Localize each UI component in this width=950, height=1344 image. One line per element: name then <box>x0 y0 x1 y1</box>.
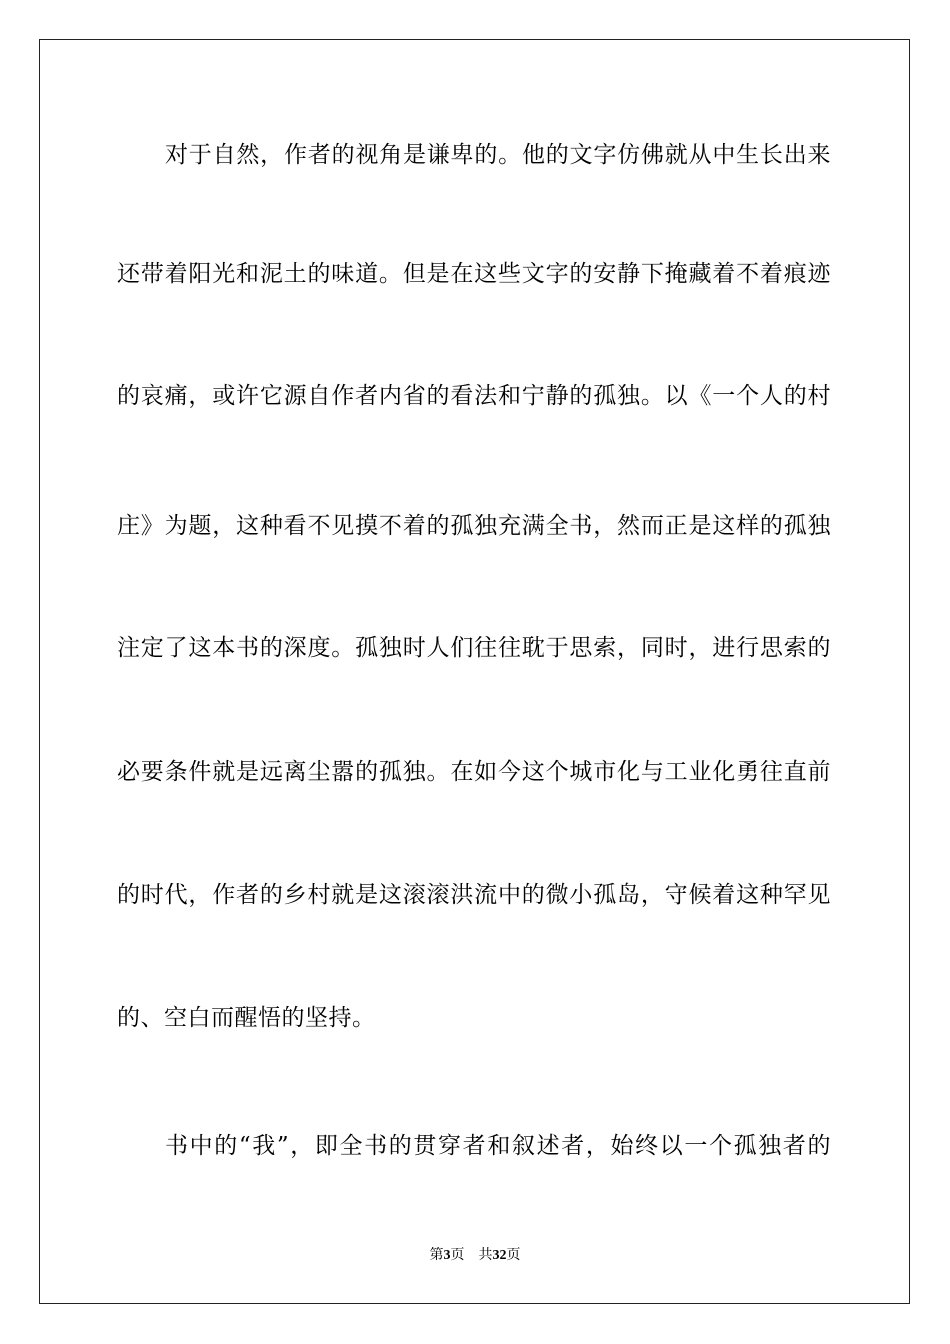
paragraph-1-line-2: 还带着阳光和泥土的味道。但是在这些文字的安静下掩藏着不着痕迹 <box>117 261 831 287</box>
paragraph-2-line-1: 书中的“我”，即全书的贯穿者和叙述者，始终以一个孤独者的 <box>165 1133 831 1159</box>
paragraph-1-line-4: 庄》为题，这种看不见摸不着的孤独充满全书，然而正是这样的孤独 <box>117 513 831 539</box>
page-border <box>39 39 910 1304</box>
footer-page-prefix: 第 <box>429 1248 444 1263</box>
paragraph-1-line-7: 的时代，作者的乡村就是这滚滚洪流中的微小孤岛，守候着这种罕见 <box>117 882 831 908</box>
paragraph-1-line-1: 对于自然，作者的视角是谦卑的。他的文字仿佛就从中生长出来 <box>165 142 831 168</box>
paragraph-1-line-8: 的、空白而醒悟的坚持。 <box>117 1005 376 1031</box>
footer-page-suffix: 页 <box>450 1248 465 1263</box>
footer-total-pages: 32 <box>492 1248 507 1263</box>
footer-page-number: 3 <box>443 1248 451 1263</box>
page-footer <box>0 1247 950 1265</box>
paragraph-1-line-5: 注定了这本书的深度。孤独时人们往往耽于思索，同时，进行思索的 <box>117 635 831 661</box>
footer-total-prefix: 共 <box>478 1248 493 1263</box>
paragraph-1-line-6: 必要条件就是远离尘嚣的孤独。在如今这个城市化与工业化勇往直前 <box>117 759 831 785</box>
paragraph-1-line-3: 的哀痛，或许它源自作者内省的看法和宁静的孤独。以《一个人的村 <box>117 383 831 409</box>
footer-total-suffix: 页 <box>506 1248 521 1263</box>
